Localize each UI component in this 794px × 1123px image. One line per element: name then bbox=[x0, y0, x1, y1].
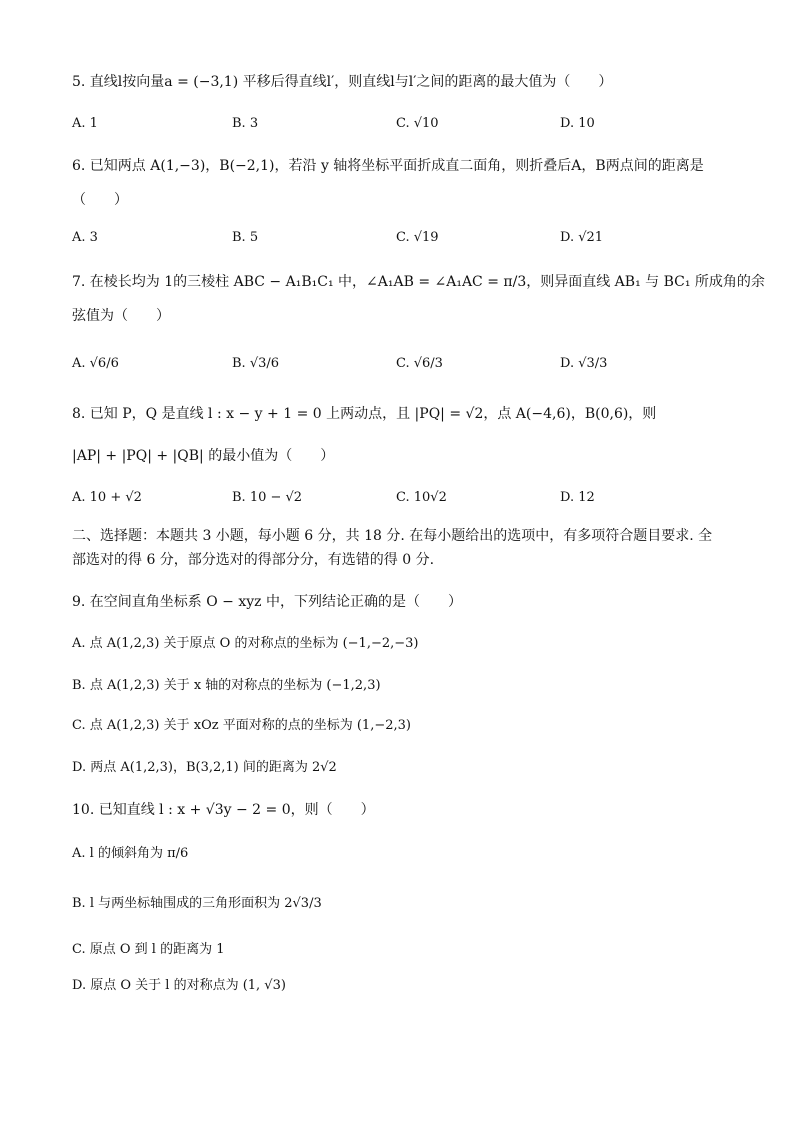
question-5-option-b[interactable]: B. 3 bbox=[232, 116, 259, 131]
question-10-option-b[interactable]: B. l 与两坐标轴围成的三角形面积为 2√3/3 bbox=[72, 896, 322, 911]
question-6-stem-line-1: 6. 已知两点 A(1,−3)，B(−2,1)，若沿 y 轴将坐标平面折成直二面角，则折叠后A，B两点间的距离是 bbox=[72, 158, 704, 174]
question-5-option-d[interactable]: D. 10 bbox=[560, 116, 595, 131]
question-7-option-d[interactable]: D. √3/3 bbox=[560, 356, 608, 371]
question-10-option-a[interactable]: A. l 的倾斜角为 π/6 bbox=[72, 846, 189, 861]
question-7-stem-line-1: 7. 在棱长均为 1的三棱柱 ABC − A₁B₁C₁ 中，∠A₁AB = ∠A₁AC = π/3，则异面直线 AB₁ 与 BC₁ 所成角的余 bbox=[72, 274, 765, 290]
question-10-stem: 10. 已知直线 l : x + √3y − 2 = 0，则（ ） bbox=[72, 802, 375, 818]
question-9-option-c[interactable]: C. 点 A(1,2,3) 关于 xOz 平面对称的点的坐标为 (1,−2,3) bbox=[72, 718, 411, 733]
question-9-option-d[interactable]: D. 两点 A(1,2,3)，B(3,2,1) 间的距离为 2√2 bbox=[72, 760, 337, 775]
question-7-option-b[interactable]: B. √3/6 bbox=[232, 356, 280, 371]
question-7-stem-line-2: 弦值为（ ） bbox=[72, 308, 170, 324]
question-6-stem-line-2: （ ） bbox=[72, 192, 128, 208]
question-8-stem-line-1: 8. 已知 P，Q 是直线 l : x − y + 1 = 0 上两动点，且 |PQ| = √2，点 A(−4,6)，B(0,6)，则 bbox=[72, 406, 657, 422]
question-6-option-d[interactable]: D. √21 bbox=[560, 230, 604, 245]
question-5-option-c[interactable]: C. √10 bbox=[396, 116, 439, 131]
question-9-option-b[interactable]: B. 点 A(1,2,3) 关于 x 轴的对称点的坐标为 (−1,2,3) bbox=[72, 678, 381, 693]
question-8-stem-line-2: |AP| + |PQ| + |QB| 的最小值为（ ） bbox=[72, 448, 335, 464]
question-9-stem: 9. 在空间直角坐标系 O − xyz 中，下列结论正确的是（ ） bbox=[72, 594, 462, 610]
section-2-instructions: 二、选择题：本题共 3 小题，每小题 6 分，共 18 分. 在每小题给出的选项中，有多项符合题目要求. 全部选对的得 6 分，部分选对的得部分分，有选错的得 0 分. bbox=[72, 528, 713, 568]
question-6-option-b[interactable]: B. 5 bbox=[232, 230, 259, 245]
question-8-option-d[interactable]: D. 12 bbox=[560, 490, 595, 505]
question-10-option-c[interactable]: C. 原点 O 到 l 的距离为 1 bbox=[72, 942, 225, 957]
question-7-option-c[interactable]: C. √6/3 bbox=[396, 356, 443, 371]
question-8-option-b[interactable]: B. 10 − √2 bbox=[232, 490, 303, 505]
question-10-option-d[interactable]: D. 原点 O 关于 l 的对称点为 (1, √3) bbox=[72, 978, 286, 993]
question-5-stem: 5. 直线l按向量a = (−3,1) 平移后得直线l′，则直线l与l′之间的距离的最大值为（ ） bbox=[72, 74, 613, 90]
question-6-option-a[interactable]: A. 3 bbox=[72, 230, 98, 245]
question-9-option-a[interactable]: A. 点 A(1,2,3) 关于原点 O 的对称点的坐标为 (−1,−2,−3) bbox=[72, 636, 419, 651]
question-6-option-c[interactable]: C. √19 bbox=[396, 230, 439, 245]
question-8-option-c[interactable]: C. 10√2 bbox=[396, 490, 447, 505]
question-7-option-a[interactable]: A. √6/6 bbox=[72, 356, 119, 371]
question-8-option-a[interactable]: A. 10 + √2 bbox=[72, 490, 142, 505]
question-5-option-a[interactable]: A. 1 bbox=[72, 116, 98, 131]
